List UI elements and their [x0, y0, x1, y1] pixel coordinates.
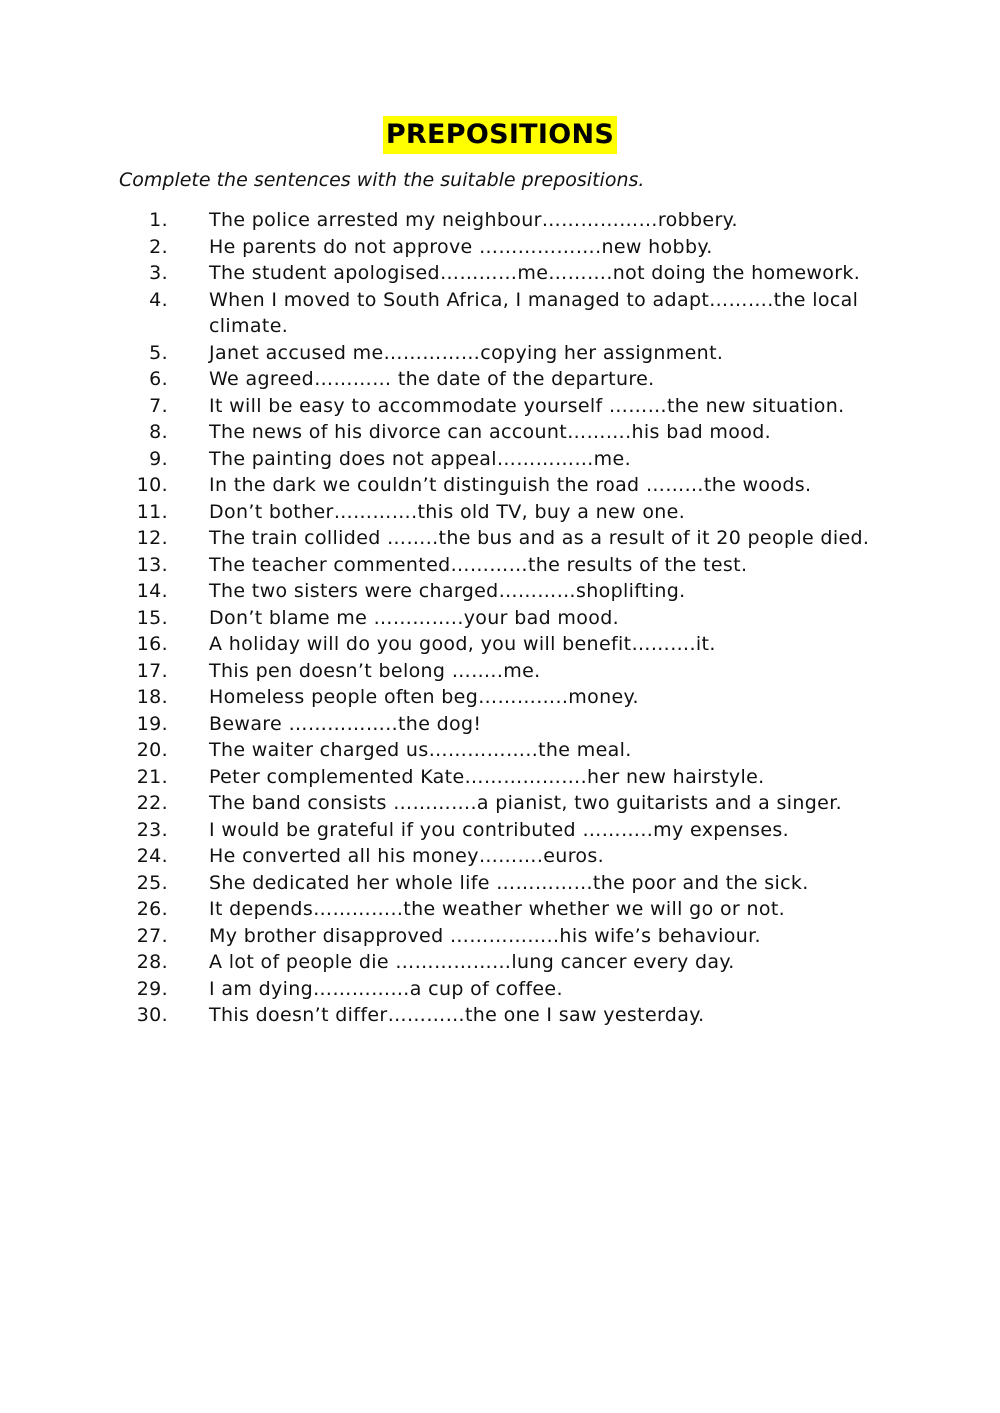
- item-number: 22.: [136, 792, 168, 814]
- exercise-item: [0, 287, 1000, 340]
- item-number: 29.: [136, 977, 168, 1000]
- exercise-item: [0, 737, 1000, 764]
- exercise-item: [0, 340, 1000, 367]
- exercise-item: [0, 764, 1000, 791]
- item-number: 19.: [136, 712, 168, 735]
- item-sentence: This doesn’t differ…………the one I saw yesterday.: [209, 1004, 705, 1026]
- item-number: 27.: [136, 924, 168, 947]
- item-number: 26.: [136, 898, 168, 920]
- item-sentence: When I moved to South Africa, I managed to adapt……….the local climate.: [209, 288, 859, 337]
- exercise-item: [0, 1002, 1000, 1029]
- item-number: 17.: [136, 659, 168, 682]
- item-sentence: The teacher commented…………the results of the test.: [209, 553, 748, 576]
- item-number: 24.: [136, 845, 168, 867]
- exercise-item: [0, 976, 1000, 1003]
- exercise-item: [0, 207, 1000, 234]
- item-sentence: The painting does not appeal……………me.: [209, 447, 631, 470]
- exercise-item: [0, 234, 1000, 261]
- item-sentence: In the dark we couldn’t distinguish the road ………the woods.: [209, 474, 812, 496]
- exercise-item: [0, 711, 1000, 738]
- item-number: 5.: [149, 341, 168, 364]
- item-sentence: Homeless people often beg…………..money.: [209, 686, 639, 708]
- exercise-item: [0, 419, 1000, 446]
- exercise-item: [0, 817, 1000, 844]
- item-sentence: I would be grateful if you contributed ………..my expenses.: [209, 818, 790, 841]
- item-sentence: Don’t bother………….this old TV, buy a new one.: [209, 500, 686, 523]
- item-sentence: The train collided ……..the bus and as a result of it 20 people died.: [209, 527, 870, 549]
- page-title: PREPOSITIONS: [383, 116, 617, 154]
- exercise-item: [0, 393, 1000, 420]
- exercise-item: [0, 499, 1000, 526]
- item-sentence: The news of his divorce can account……….his bad mood.: [209, 421, 772, 443]
- item-sentence: It will be easy to accommodate yourself ………the new situation.: [209, 394, 845, 417]
- item-sentence: It depends…………..the weather whether we will go or not.: [209, 898, 786, 920]
- item-number: 11.: [136, 500, 168, 523]
- item-sentence: She dedicated her whole life ……………the poor and the sick.: [209, 871, 809, 894]
- exercise-item: [0, 658, 1000, 685]
- exercise-item: [0, 843, 1000, 870]
- item-sentence: The band consists ………….a pianist, two guitarists and a singer.: [209, 792, 843, 814]
- exercise-item: [0, 790, 1000, 817]
- exercise-item: [0, 949, 1000, 976]
- item-number: 9.: [149, 447, 168, 470]
- exercise-item: [0, 896, 1000, 923]
- item-number: 18.: [136, 686, 168, 708]
- item-number: 14.: [136, 580, 168, 602]
- item-number: 8.: [149, 421, 168, 443]
- exercise-item: [0, 578, 1000, 605]
- item-number: 12.: [136, 527, 168, 549]
- item-number: 30.: [136, 1004, 168, 1026]
- item-number: 1.: [149, 209, 168, 231]
- exercise-item: [0, 605, 1000, 632]
- exercise-item: [0, 260, 1000, 287]
- exercise-item: [0, 631, 1000, 658]
- item-number: 25.: [136, 871, 168, 894]
- exercise-item: [0, 923, 1000, 950]
- item-sentence: We agreed………… the date of the departure.: [209, 368, 655, 390]
- item-number: 4.: [149, 288, 168, 311]
- item-sentence: He parents do not approve ……………….new hobby.: [209, 235, 713, 258]
- exercise-item: [0, 446, 1000, 473]
- item-sentence: My brother disapproved ……………..his wife’s behaviour.: [209, 924, 761, 947]
- item-number: 16.: [136, 633, 168, 655]
- item-sentence: Janet accused me……………copying her assignment.: [209, 341, 724, 364]
- item-sentence: Beware ……………..the dog!: [209, 712, 482, 735]
- item-sentence: The two sisters were charged…………shoplifting.: [209, 580, 686, 602]
- item-sentence: He converted all his money……….euros.: [209, 845, 605, 867]
- item-sentence: The waiter charged us……………..the meal.: [209, 739, 632, 761]
- exercise-item: [0, 684, 1000, 711]
- item-number: 3.: [149, 262, 168, 284]
- item-sentence: Don’t blame me …………..your bad mood.: [209, 606, 620, 629]
- item-sentence: A lot of people die ………………lung cancer every day.: [209, 951, 735, 973]
- item-number: 10.: [136, 474, 168, 496]
- exercise-item: [0, 870, 1000, 897]
- exercise-item: [0, 552, 1000, 579]
- item-number: 20.: [136, 739, 168, 761]
- exercise-list: [0, 207, 1000, 1029]
- item-number: 21.: [136, 765, 168, 788]
- item-number: 23.: [136, 818, 168, 841]
- exercise-item: [0, 472, 1000, 499]
- item-number: 6.: [149, 368, 168, 390]
- instructions-text: Complete the sentences with the suitable prepositions.: [119, 169, 645, 191]
- item-sentence: The police arrested my neighbour………………robbery.: [209, 209, 738, 231]
- title-container: [0, 116, 1000, 154]
- item-sentence: A holiday will do you good, you will benefit……….it.: [209, 633, 716, 655]
- exercise-item: [0, 525, 1000, 552]
- item-number: 2.: [149, 235, 168, 258]
- item-number: 28.: [136, 951, 168, 973]
- exercise-item: [0, 366, 1000, 393]
- item-number: 15.: [136, 606, 168, 629]
- item-number: 7.: [149, 394, 168, 417]
- item-number: 13.: [136, 553, 168, 576]
- item-sentence: This pen doesn’t belong ……..me.: [209, 659, 541, 682]
- item-sentence: The student apologised…………me……….not doing the homework.: [209, 262, 861, 284]
- item-sentence: Peter complemented Kate……………….her new hairstyle.: [209, 765, 765, 788]
- item-sentence: I am dying……………a cup of coffee.: [209, 977, 563, 1000]
